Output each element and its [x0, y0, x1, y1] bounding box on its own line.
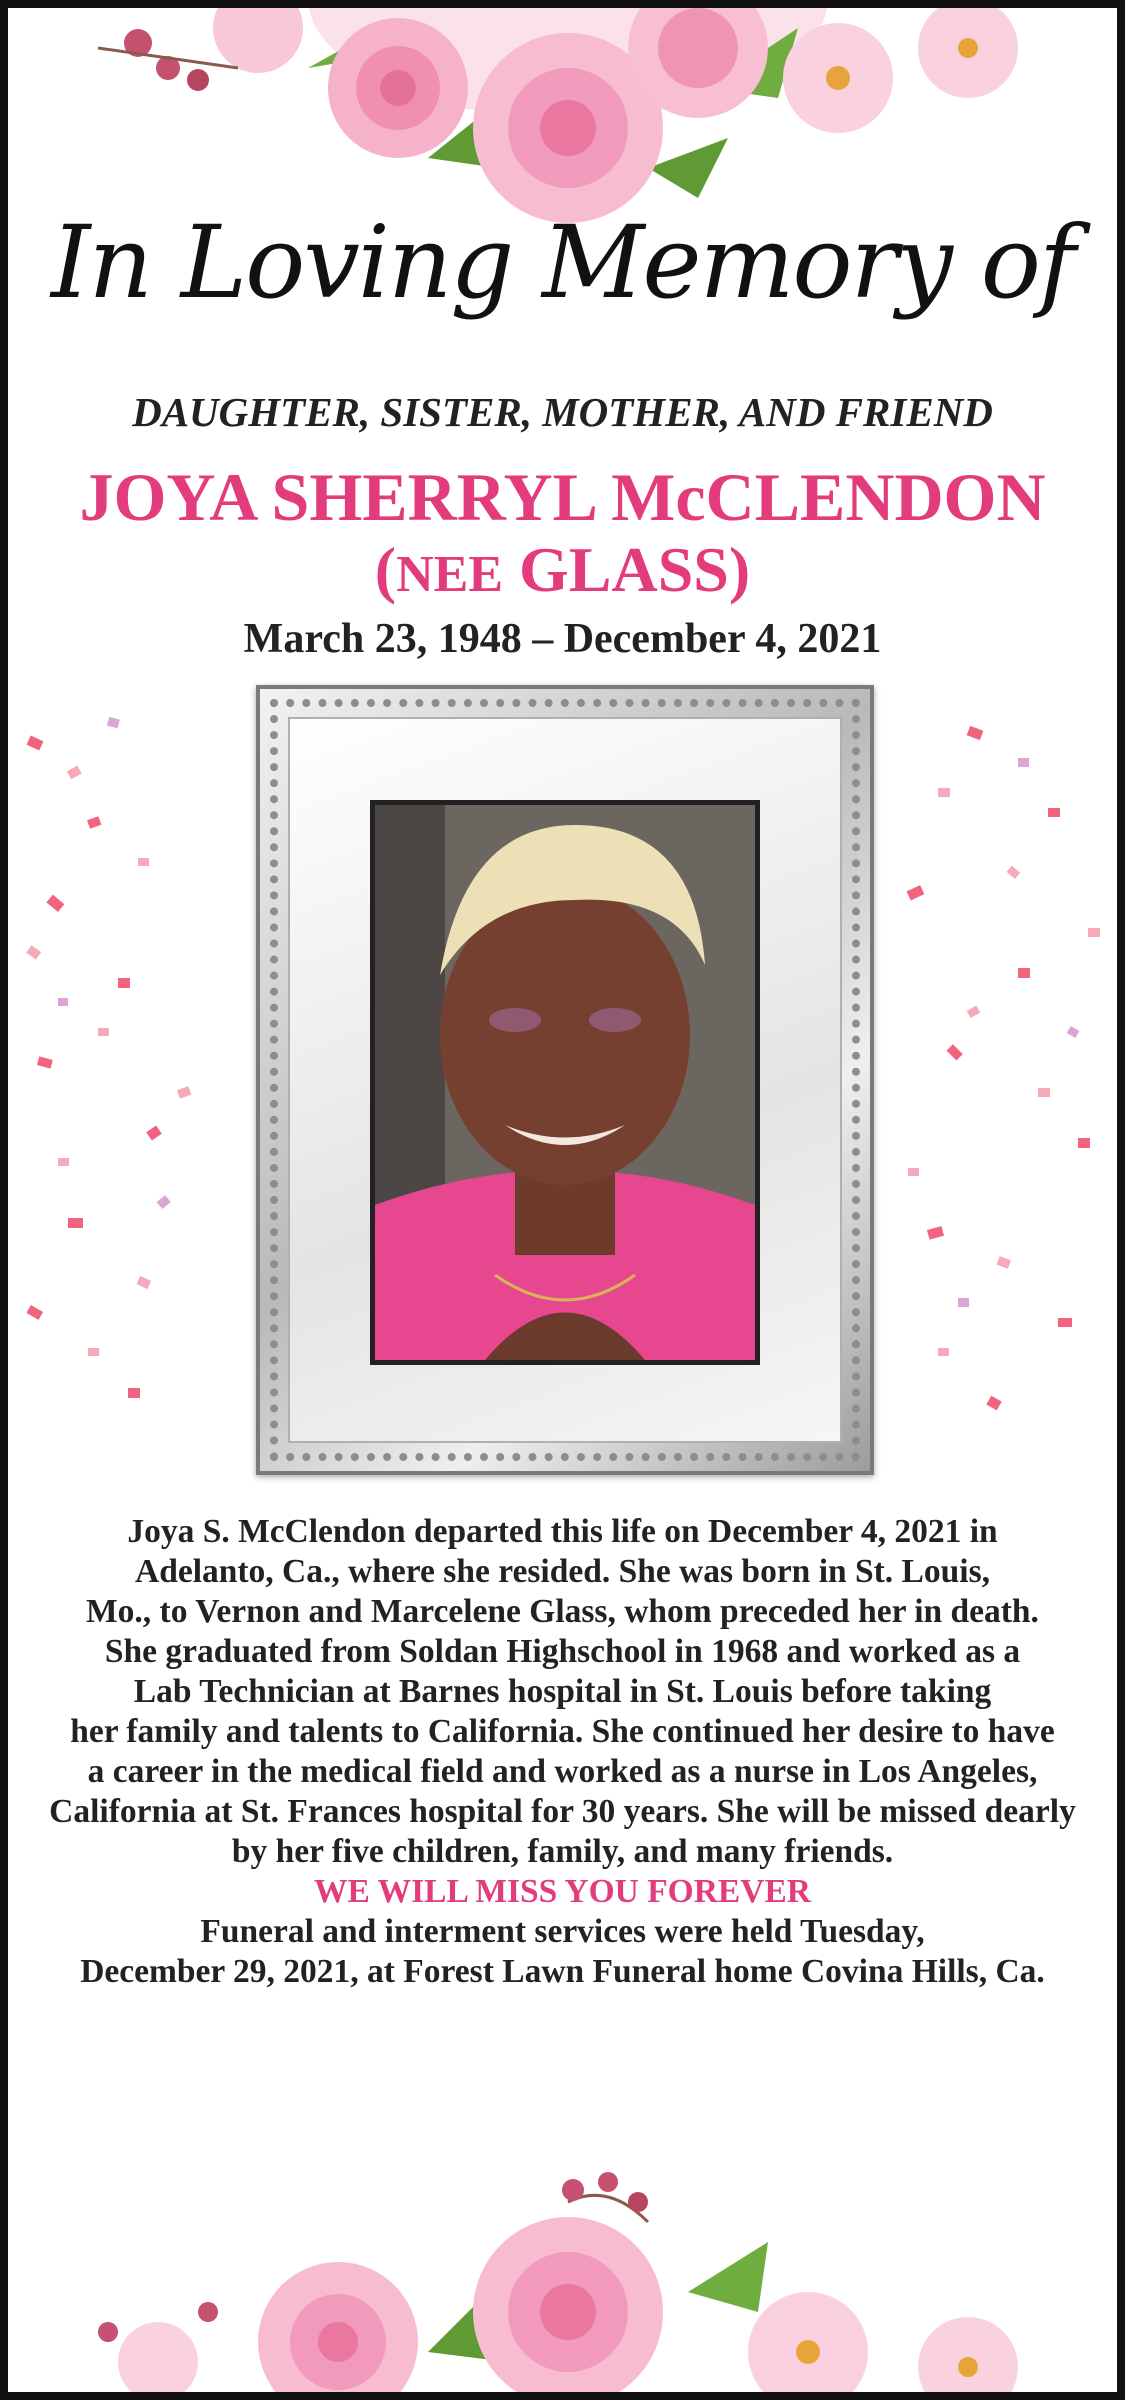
- obituary-line: Lab Technician at Barnes hospital in St. Louis before taking: [133, 1673, 992, 1710]
- maiden-name: [8, 534, 1117, 605]
- portrait-illustration: [375, 805, 755, 1360]
- obituary-text: [8, 1512, 1117, 1992]
- silver-photo-frame: [256, 685, 874, 1475]
- obituary-line: Joya S. McClendon departed this life on December 4, 2021 in: [127, 1513, 998, 1550]
- obituary-line: by her five children, family, and many friends.: [231, 1833, 894, 1870]
- in-loving-memory-heading: In Loving Memory of: [51, 204, 1074, 321]
- portrait-photo: [370, 800, 760, 1365]
- obituary-line: California at St. Frances hospital for 30 years. She will be missed dearly: [49, 1793, 1076, 1830]
- obituary-line: a career in the medical field and worked as a nurse in Los Angeles,: [87, 1753, 1038, 1790]
- obituary-line: Adelanto, Ca., where she resided. She was born in St. Louis,: [135, 1553, 990, 1590]
- life-dates: March 23, 1948 – December 4, 2021: [243, 616, 882, 662]
- maiden-open-paren: (: [374, 534, 397, 605]
- services-line: December 29, 2021, at Forest Lawn Funeral home Covina Hills, Ca.: [80, 1953, 1045, 1990]
- relation-line: DAUGHTER, SISTER, MOTHER, AND FRIEND: [132, 389, 993, 435]
- obituary-line: Mo., to Vernon and Marcelene Glass, whom preceded her in death.: [86, 1593, 1039, 1630]
- services-line: Funeral and interment services were held Tuesday,: [200, 1913, 925, 1950]
- bottom-rose-garland: [8, 2162, 1125, 2392]
- deceased-full-name: JOYA SHERRYL McCLENDON: [79, 459, 1046, 535]
- obituary-line: She graduated from Soldan Highschool in 1968 and worked as a: [104, 1633, 1021, 1670]
- maiden-surname: GLASS): [503, 534, 751, 605]
- obituary-line: her family and talents to California. She continued her desire to have: [70, 1713, 1055, 1750]
- closing-tribute: WE WILL MISS YOU FOREVER: [313, 1873, 812, 1910]
- maiden-nee-label: NEE: [396, 546, 504, 603]
